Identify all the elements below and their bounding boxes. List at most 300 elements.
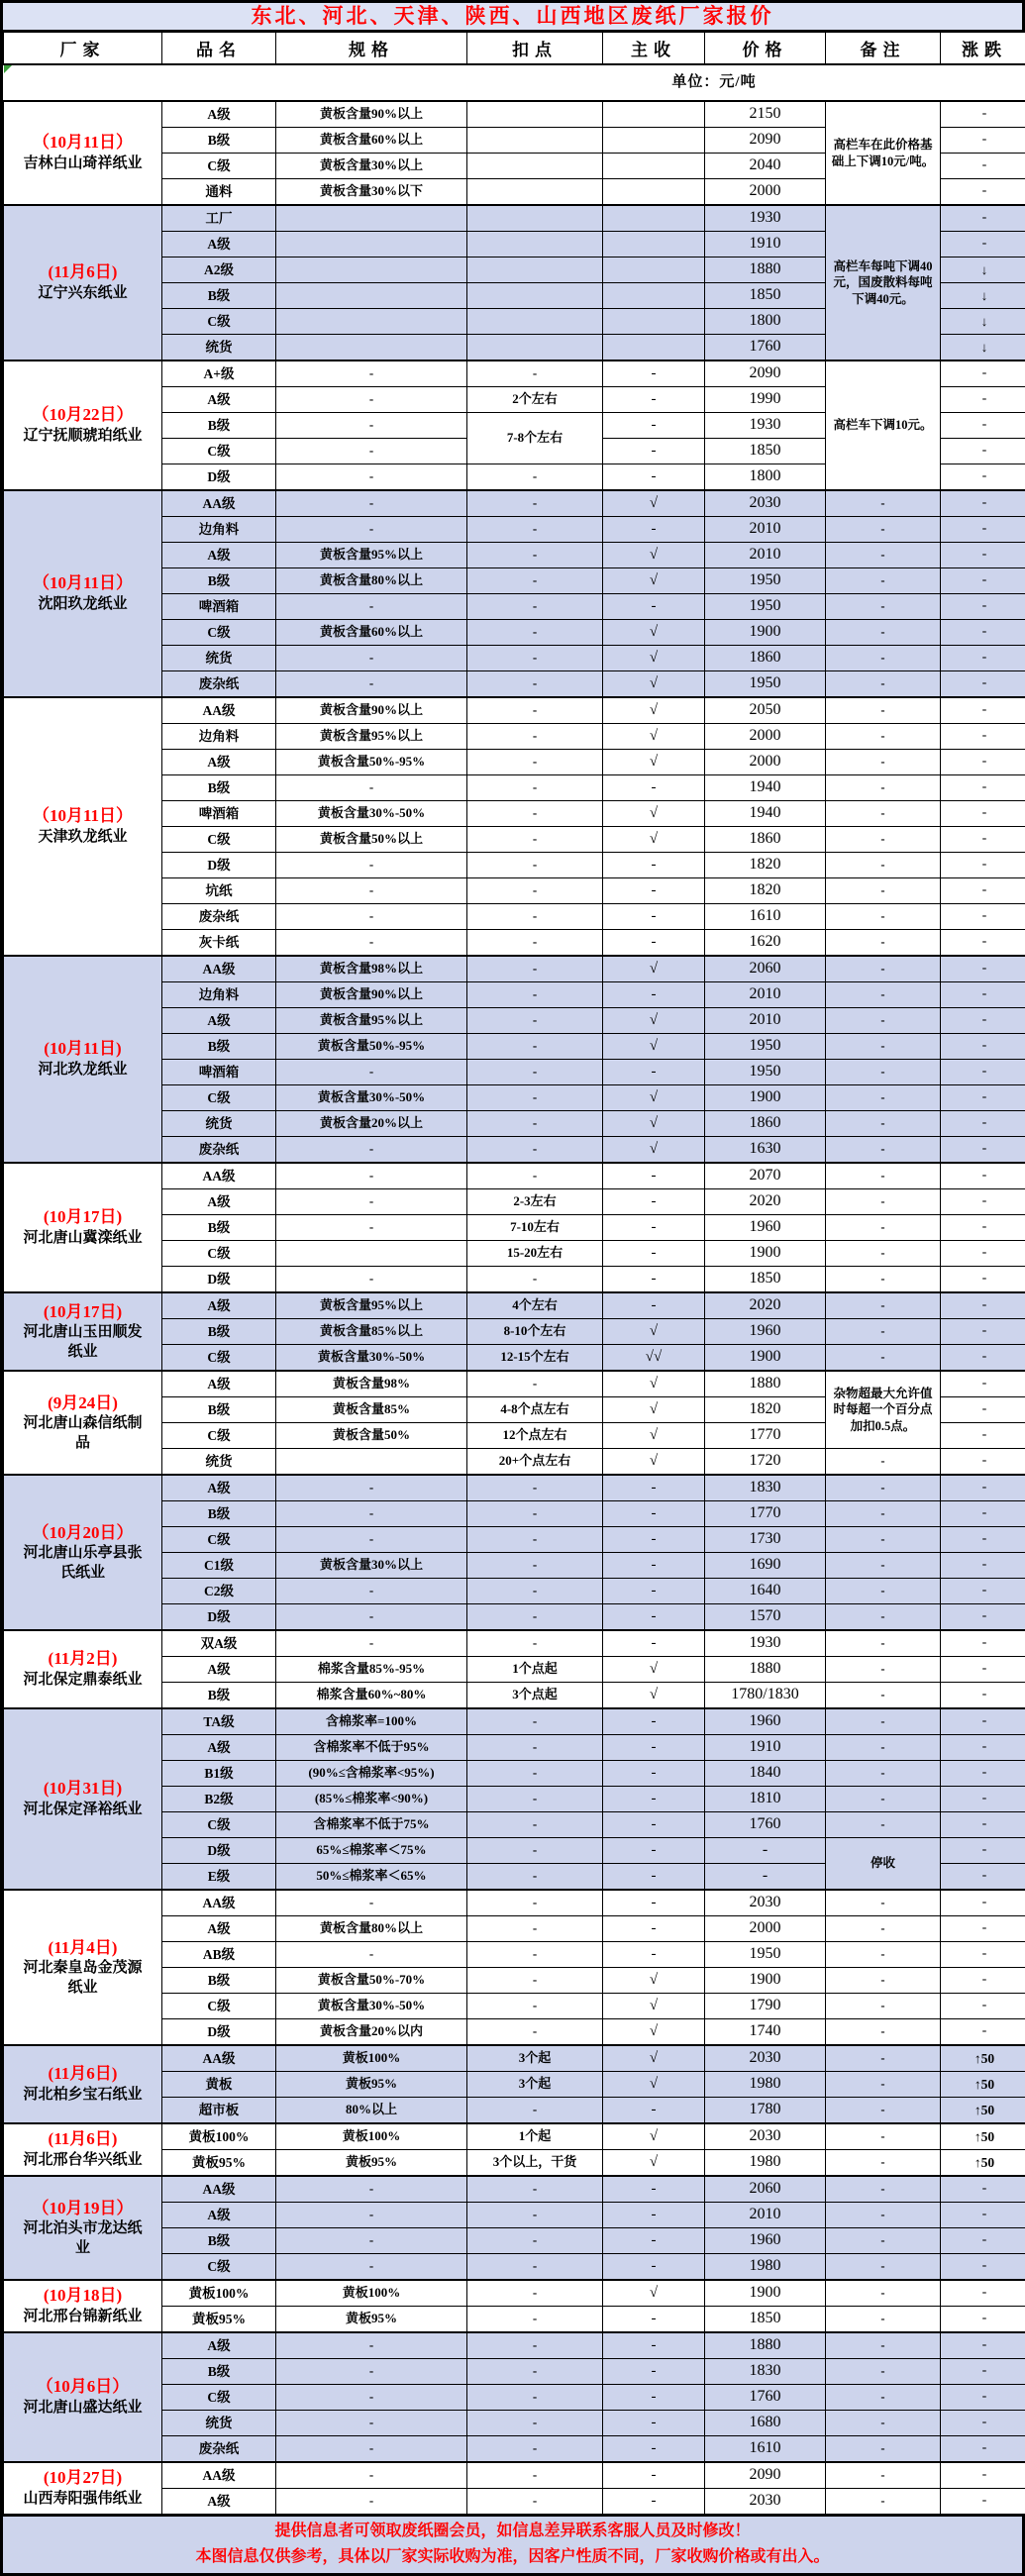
cell-note: -: [826, 1475, 941, 1501]
cell-main: [603, 101, 705, 128]
cell-deduct: -: [467, 1968, 603, 1994]
cell-main: -: [603, 1579, 705, 1604]
cell-grade: A级: [162, 1657, 276, 1683]
cell-spec: 黄板含量30%-50%: [276, 1345, 467, 1372]
cell-deduct: -: [467, 1787, 603, 1812]
factory-cell: [4, 2462, 162, 2515]
cell-spec: [276, 1449, 467, 1476]
table-row: [4, 697, 1025, 724]
cell-trend: -: [941, 646, 1025, 671]
cell-spec: 黄板含量95%以上: [276, 1008, 467, 1034]
cell-grade: A级: [162, 2203, 276, 2228]
cell-main: √: [603, 1034, 705, 1060]
excel-error-marker-icon: [4, 65, 12, 73]
cell-grade: A级: [162, 101, 276, 128]
cell-spec: 黄板含量95%以上: [276, 724, 467, 750]
cell-spec: 黄板含量60%以上: [276, 128, 467, 154]
cell-deduct: 20+个点左右: [467, 1449, 603, 1476]
cell-note: -: [826, 2150, 941, 2177]
factory-date: (11月6日): [6, 2063, 159, 2086]
cell-deduct: -: [467, 594, 603, 620]
factory-cell: [4, 1890, 162, 2045]
cell-deduct: -: [467, 568, 603, 594]
cell-deduct: -: [467, 1267, 603, 1293]
cell-spec: -: [276, 413, 467, 439]
cell-price: 1770: [705, 1423, 826, 1449]
cell-main: -: [603, 1838, 705, 1864]
cell-price: 1960: [705, 2228, 826, 2254]
cell-spec: -: [276, 2411, 467, 2436]
cell-deduct: -: [467, 1137, 603, 1164]
cell-note: -: [826, 956, 941, 982]
table-row: [4, 490, 1025, 517]
cell-trend: ↓: [941, 258, 1025, 283]
cell-grade: A级: [162, 1371, 276, 1397]
cell-price: 1990: [705, 387, 826, 413]
cell-spec: [276, 205, 467, 232]
cell-trend: -: [941, 1916, 1025, 1942]
cell-main: -: [603, 1708, 705, 1735]
cell-trend: -: [941, 1111, 1025, 1137]
cell-price: 2060: [705, 956, 826, 982]
cell-note: -: [826, 2019, 941, 2046]
cell-spec: -: [276, 387, 467, 413]
cell-price: 1900: [705, 1345, 826, 1372]
cell-deduct: -: [467, 930, 603, 957]
cell-price: 1780/1830: [705, 1683, 826, 1709]
cell-price: 1950: [705, 671, 826, 698]
table-row: [4, 361, 1025, 387]
cell-spec: 黄板含量85%以上: [276, 1319, 467, 1345]
cell-note: -: [826, 1761, 941, 1787]
cell-price: 2000: [705, 1916, 826, 1942]
cell-main: √: [603, 2123, 705, 2150]
cell-price: 1770: [705, 1501, 826, 1527]
cell-deduct: -: [467, 517, 603, 543]
cell-trend: -: [941, 1838, 1025, 1864]
cell-deduct: -: [467, 1553, 603, 1579]
cell-price: 1740: [705, 2019, 826, 2046]
cell-trend: -: [941, 775, 1025, 801]
cell-note: -: [826, 1111, 941, 1137]
cell-main: -: [603, 387, 705, 413]
cell-deduct: -: [467, 2462, 603, 2489]
cell-grade: C级: [162, 439, 276, 464]
cell-spec: 65%≤棉浆率＜75%: [276, 1838, 467, 1864]
cell-spec: -: [276, 2176, 467, 2203]
footer: [3, 2515, 1022, 2573]
cell-grade: B级: [162, 1034, 276, 1060]
cell-trend: -: [941, 2489, 1025, 2515]
cell-trend: -: [941, 154, 1025, 179]
cell-spec: -: [276, 1215, 467, 1241]
table-row: [4, 205, 1025, 232]
cell-note: -: [826, 671, 941, 698]
cell-trend: -: [941, 413, 1025, 439]
cell-grade: D级: [162, 1838, 276, 1864]
factory-name: 河北邢台锦新纸业: [6, 2308, 159, 2327]
cell-note: -: [826, 775, 941, 801]
cell-deduct: -: [467, 1579, 603, 1604]
cell-spec: -: [276, 1527, 467, 1553]
cell-deduct: -: [467, 1034, 603, 1060]
cell-trend: -: [941, 724, 1025, 750]
cell-main: √: [603, 1371, 705, 1397]
unit-row: [4, 64, 1025, 101]
cell-grade: A级: [162, 387, 276, 413]
cell-main: √: [603, 801, 705, 827]
factory-date: (11月6日): [6, 2128, 159, 2151]
table-row: [4, 1371, 1025, 1397]
cell-note: -: [826, 2123, 941, 2150]
cell-main: [603, 205, 705, 232]
cell-spec: -: [276, 2228, 467, 2254]
cell-note: -: [826, 878, 941, 904]
cell-note: -: [826, 904, 941, 930]
cell-trend: -: [941, 1345, 1025, 1372]
cell-price: 1980: [705, 2072, 826, 2098]
cell-trend: -: [941, 1475, 1025, 1501]
cell-deduct: -: [467, 2203, 603, 2228]
table-row: [4, 1163, 1025, 1189]
cell-trend: ↑50: [941, 2045, 1025, 2072]
cell-spec: -: [276, 1604, 467, 1631]
cell-grade: A级: [162, 1189, 276, 1215]
cell-deduct: -: [467, 464, 603, 491]
factory-cell: [4, 956, 162, 1163]
cell-note: -: [826, 2385, 941, 2411]
cell-deduct: -: [467, 904, 603, 930]
cell-note: -: [826, 1085, 941, 1111]
cell-note: -: [826, 2280, 941, 2307]
cell-grade: 黄板: [162, 2072, 276, 2098]
cell-deduct: 3个点起: [467, 1683, 603, 1709]
factory-date: (11月6日): [6, 261, 159, 284]
cell-deduct: -: [467, 2307, 603, 2333]
cell-trend: -: [941, 1319, 1025, 1345]
cell-spec: [276, 232, 467, 258]
cell-trend: -: [941, 1449, 1025, 1476]
cell-trend: -: [941, 982, 1025, 1008]
cell-price: 2030: [705, 2045, 826, 2072]
cell-main: -: [603, 361, 705, 387]
cell-deduct: [467, 232, 603, 258]
table-row: [4, 1890, 1025, 1916]
factory-name: 河北唐山盛达纸业: [6, 2399, 159, 2419]
cell-main: -: [603, 2098, 705, 2124]
table-row: [4, 1475, 1025, 1501]
cell-price: 1910: [705, 232, 826, 258]
cell-note: -: [826, 1060, 941, 1085]
cell-main: -: [603, 1761, 705, 1787]
cell-trend: -: [941, 2462, 1025, 2489]
cell-deduct: -: [467, 490, 603, 517]
cell-price: 1900: [705, 620, 826, 646]
cell-main: √: [603, 1657, 705, 1683]
cell-grade: AA级: [162, 490, 276, 517]
cell-main: √: [603, 2072, 705, 2098]
cell-spec: -: [276, 1942, 467, 1968]
factory-date: （10月11日）: [6, 132, 159, 155]
cell-deduct: -: [467, 1475, 603, 1501]
factory-name: 辽宁兴东纸业: [6, 284, 159, 304]
cell-grade: AA级: [162, 2045, 276, 2072]
table-row: [4, 2280, 1025, 2307]
cell-deduct: -: [467, 2098, 603, 2124]
cell-grade: 边角料: [162, 724, 276, 750]
cell-note: -: [826, 1735, 941, 1761]
cell-trend: -: [941, 2385, 1025, 2411]
cell-price: 2090: [705, 2462, 826, 2489]
cell-trend: -: [941, 387, 1025, 413]
cell-deduct: 12-15个左右: [467, 1345, 603, 1372]
cell-main: √: [603, 724, 705, 750]
cell-grade: A2级: [162, 258, 276, 283]
cell-spec: 黄板含量30%以上: [276, 154, 467, 179]
cell-deduct: [467, 101, 603, 128]
cell-price: 2020: [705, 1189, 826, 1215]
cell-deduct: -: [467, 1630, 603, 1657]
column-header: 价格: [705, 33, 826, 65]
cell-main: -: [603, 439, 705, 464]
cell-main: -: [603, 1215, 705, 1241]
factory-date: （10月11日）: [6, 805, 159, 828]
column-header: 厂家: [4, 33, 162, 65]
cell-trend: -: [941, 128, 1025, 154]
cell-spec: 黄板含量95%以上: [276, 543, 467, 568]
cell-grade: AA级: [162, 956, 276, 982]
cell-grade: D级: [162, 1267, 276, 1293]
cell-price: 1760: [705, 335, 826, 361]
cell-price: 1850: [705, 1267, 826, 1293]
cell-price: 1780: [705, 2098, 826, 2124]
cell-deduct: -: [467, 1008, 603, 1034]
cell-price: 1800: [705, 464, 826, 491]
cell-spec: 黄板含量20%以上: [276, 1111, 467, 1137]
factory-name: 河北唐山森信纸制品: [6, 1414, 159, 1453]
cell-deduct: -: [467, 1163, 603, 1189]
cell-note: 杂物超最大允许值时每超一个百分点加扣0.5点。: [826, 1371, 941, 1449]
cell-grade: D级: [162, 464, 276, 491]
cell-deduct: -: [467, 2385, 603, 2411]
cell-spec: -: [276, 464, 467, 491]
page-title: 东北、河北、天津、陕西、山西地区废纸厂家报价: [3, 3, 1022, 32]
cell-trend: -: [941, 1994, 1025, 2019]
cell-main: √: [603, 1423, 705, 1449]
cell-deduct: 8-10个左右: [467, 1319, 603, 1345]
cell-spec: 棉浆含量60%~80%: [276, 1683, 467, 1709]
cell-grade: AA级: [162, 1163, 276, 1189]
cell-trend: -: [941, 594, 1025, 620]
cell-note: -: [826, 1008, 941, 1034]
cell-deduct: -: [467, 1761, 603, 1787]
cell-spec: 黄板含量50%: [276, 1423, 467, 1449]
cell-trend: -: [941, 1864, 1025, 1891]
cell-price: 1900: [705, 1968, 826, 1994]
cell-note: -: [826, 2462, 941, 2489]
cell-deduct: 1个点起: [467, 1657, 603, 1683]
factory-cell: [4, 1708, 162, 1890]
cell-spec: -: [276, 490, 467, 517]
table-row: [4, 2176, 1025, 2203]
cell-grade: AB级: [162, 1942, 276, 1968]
cell-grade: B级: [162, 775, 276, 801]
cell-price: 1760: [705, 1812, 826, 1838]
cell-price: 1830: [705, 2359, 826, 2385]
cell-deduct: 2个左右: [467, 387, 603, 413]
factory-cell: [4, 1163, 162, 1292]
cell-deduct: -: [467, 750, 603, 775]
cell-trend: -: [941, 1761, 1025, 1787]
factory-name: 河北泊头市龙达纸业: [6, 2219, 159, 2258]
factory-name: 河北柏乡宝石纸业: [6, 2086, 159, 2106]
cell-price: 2090: [705, 128, 826, 154]
cell-deduct: 3个以上，干货: [467, 2150, 603, 2177]
cell-note: -: [826, 2359, 941, 2385]
factory-cell: [4, 1371, 162, 1475]
cell-deduct: 12个点左右: [467, 1423, 603, 1449]
cell-deduct: 4个左右: [467, 1292, 603, 1319]
cell-price: -: [705, 1864, 826, 1891]
factory-date: (10月17日): [6, 1206, 159, 1229]
cell-price: 1960: [705, 1319, 826, 1345]
factory-cell: [4, 2045, 162, 2123]
cell-main: √: [603, 956, 705, 982]
cell-trend: ↑50: [941, 2098, 1025, 2124]
factory-cell: [4, 205, 162, 361]
table-row: [4, 1292, 1025, 1319]
cell-trend: ↑50: [941, 2072, 1025, 2098]
cell-note: -: [826, 2203, 941, 2228]
cell-grade: AA级: [162, 2176, 276, 2203]
cell-trend: -: [941, 697, 1025, 724]
footer-line-2: 本图信息仅供参考，具体以厂家实际收购为准，因客户性质不同，厂家收购价格或有出入。: [3, 2544, 1022, 2570]
cell-deduct: 7-8个左右: [467, 413, 603, 464]
cell-price: 1860: [705, 827, 826, 853]
cell-main: -: [603, 2359, 705, 2385]
cell-grade: B级: [162, 1501, 276, 1527]
cell-spec: 黄板含量50%以上: [276, 827, 467, 853]
table-body: [4, 101, 1025, 2515]
cell-main: -: [603, 1916, 705, 1942]
cell-main: -: [603, 853, 705, 878]
cell-trend: -: [941, 1060, 1025, 1085]
cell-note: -: [826, 1553, 941, 1579]
cell-trend: -: [941, 1579, 1025, 1604]
cell-deduct: [467, 205, 603, 232]
cell-price: 1800: [705, 309, 826, 335]
cell-grade: A级: [162, 1735, 276, 1761]
cell-main: √: [603, 671, 705, 698]
cell-main: -: [603, 2307, 705, 2333]
cell-price: 1840: [705, 1761, 826, 1787]
cell-spec: -: [276, 904, 467, 930]
cell-trend: ↓: [941, 335, 1025, 361]
cell-grade: B2级: [162, 1787, 276, 1812]
cell-deduct: -: [467, 671, 603, 698]
cell-price: 1760: [705, 2385, 826, 2411]
cell-trend: -: [941, 517, 1025, 543]
cell-deduct: -: [467, 1864, 603, 1891]
cell-main: -: [603, 1527, 705, 1553]
cell-price: 1880: [705, 2332, 826, 2359]
cell-grade: C级: [162, 1423, 276, 1449]
cell-deduct: -: [467, 2436, 603, 2463]
cell-price: 2030: [705, 2489, 826, 2515]
cell-grade: 啤酒箱: [162, 594, 276, 620]
factory-cell: [4, 1292, 162, 1371]
cell-grade: 边角料: [162, 517, 276, 543]
cell-price: 1680: [705, 2411, 826, 2436]
cell-trend: -: [941, 2411, 1025, 2436]
cell-spec: [276, 258, 467, 283]
cell-trend: ↓: [941, 309, 1025, 335]
cell-spec: [276, 335, 467, 361]
unit-label: 单位：元/吨: [671, 74, 756, 90]
cell-note: -: [826, 1708, 941, 1735]
cell-note: -: [826, 490, 941, 517]
cell-spec: 黄板含量80%以上: [276, 568, 467, 594]
cell-note: -: [826, 1630, 941, 1657]
cell-note: -: [826, 2307, 941, 2333]
factory-name: 天津玖龙纸业: [6, 828, 159, 848]
cell-price: 1850: [705, 2307, 826, 2333]
cell-deduct: 7-10左右: [467, 1215, 603, 1241]
cell-trend: -: [941, 1034, 1025, 1060]
cell-note: -: [826, 1034, 941, 1060]
cell-spec: 黄板100%: [276, 2045, 467, 2072]
cell-price: -: [705, 1838, 826, 1864]
cell-trend: -: [941, 1812, 1025, 1838]
cell-price: 1620: [705, 930, 826, 957]
table-row: [4, 956, 1025, 982]
cell-deduct: 3个起: [467, 2072, 603, 2098]
cell-grade: B级: [162, 2359, 276, 2385]
cell-main: √: [603, 490, 705, 517]
cell-grade: C1级: [162, 1553, 276, 1579]
factory-cell: [4, 101, 162, 205]
cell-grade: B级: [162, 2228, 276, 2254]
column-header: 品名: [162, 33, 276, 65]
cell-grade: 黄板95%: [162, 2307, 276, 2333]
column-header: 规格: [276, 33, 467, 65]
cell-deduct: -: [467, 2176, 603, 2203]
cell-note: -: [826, 2072, 941, 2098]
cell-grade: 废杂纸: [162, 671, 276, 698]
cell-trend: -: [941, 2254, 1025, 2281]
cell-main: √: [603, 2045, 705, 2072]
cell-grade: B级: [162, 1397, 276, 1423]
cell-trend: -: [941, 1371, 1025, 1397]
cell-note: -: [826, 2411, 941, 2436]
cell-main: √: [603, 1085, 705, 1111]
cell-main: √: [603, 1994, 705, 2019]
cell-grade: B级: [162, 1215, 276, 1241]
cell-main: -: [603, 2385, 705, 2411]
cell-price: 1980: [705, 2150, 826, 2177]
cell-note: -: [826, 1189, 941, 1215]
cell-grade: B级: [162, 568, 276, 594]
cell-main: -: [603, 1890, 705, 1916]
cell-spec: 黄板95%: [276, 2150, 467, 2177]
cell-trend: -: [941, 2436, 1025, 2463]
cell-price: 1610: [705, 904, 826, 930]
factory-cell: [4, 2332, 162, 2462]
cell-trend: -: [941, 1189, 1025, 1215]
cell-spec: 黄板含量80%以上: [276, 1916, 467, 1942]
cell-spec: 含棉浆率不低于95%: [276, 1735, 467, 1761]
cell-note: -: [826, 517, 941, 543]
